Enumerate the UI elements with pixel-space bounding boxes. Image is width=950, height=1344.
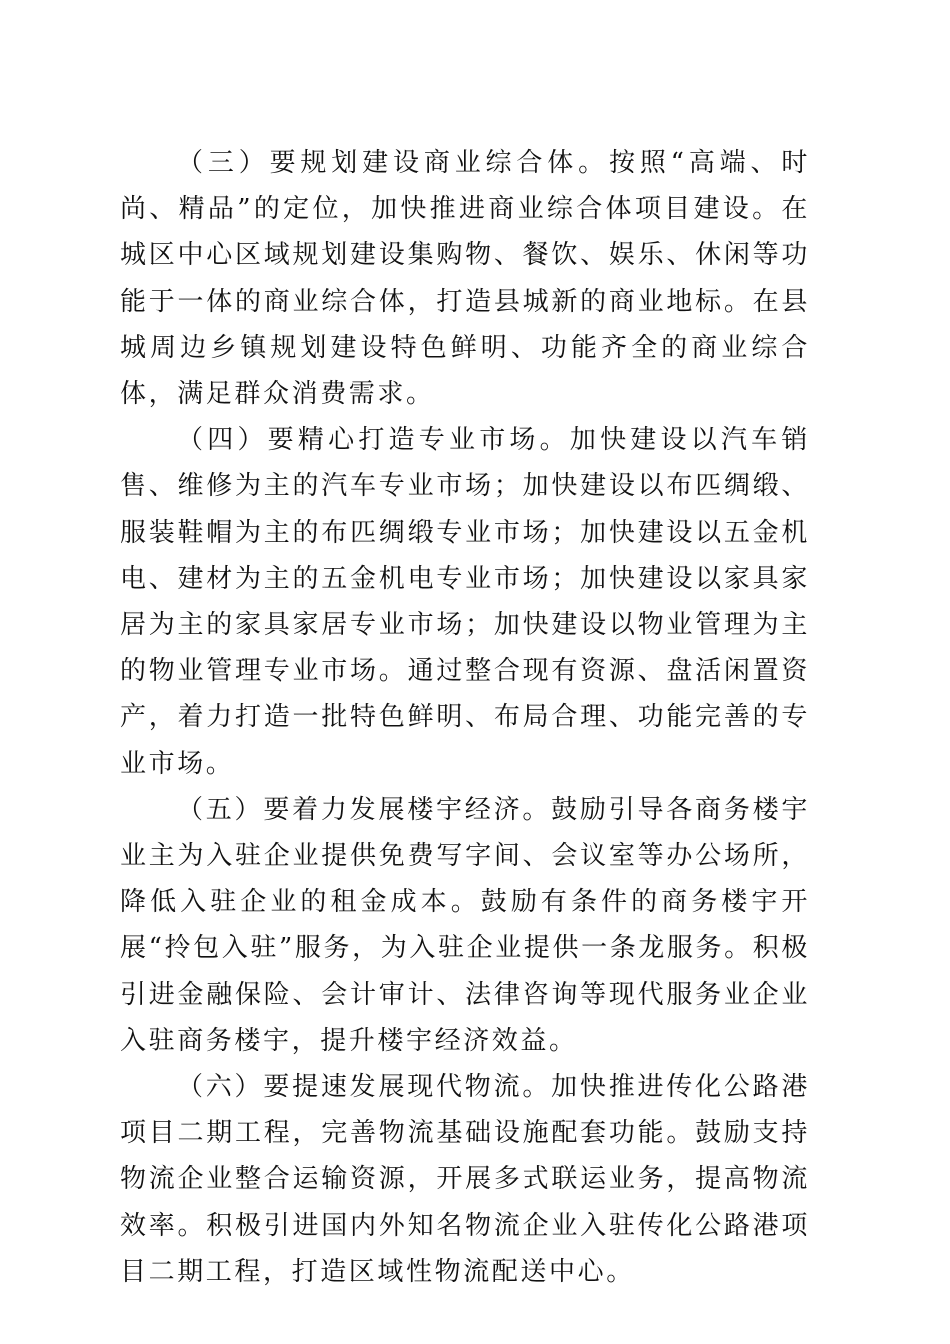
paragraph-six-body: 加快推进传化公路港项目二期工程，完善物流基础设施配套功能。鼓励支持物流企业整合运输资源，开展多式联运业务，提高物流效率。积极引进国内外知名物流企业入驻传化公路港项目二期工程，打造区域性物流配送中心。 [120, 1072, 810, 1287]
paragraph-three-body: 按照“高端、时尚、精品”的定位，加快推进商业综合体项目建设。在城区中心区域规划建设集购物、餐饮、娱乐、休闲等功能于一体的商业综合体，打造县城新的商业地标。在县城周边乡镇规划建设特色鲜明、功能齐全的商业综合体，满足群众消费需求。 [120, 148, 810, 410]
paragraph-four [120, 417, 810, 787]
paragraph-three-heading: （三）要规划建设商业综合体。 [177, 148, 609, 178]
paragraph-four-heading: （四）要精心打造专业市场。 [177, 425, 570, 456]
paragraph-five-heading: （五）要着力发展楼宇经济。 [177, 794, 552, 825]
paragraph-five-body: 鼓励引导各商务楼宇业主为入驻企业提供免费写字间、会议室等办公场所，降低入驻企业的租金成本。鼓励有条件的商务楼宇开展“拎包入驻”服务，为入驻企业提供一条龙服务。积极引进金融保险、会计审计、法律咨询等现代服务业企业入驻商务楼宇，提升楼宇经济效益。 [120, 794, 810, 1056]
paragraph-five [120, 787, 810, 1064]
paragraph-six [120, 1064, 810, 1295]
paragraph-three [120, 140, 810, 417]
document-page [120, 140, 810, 1295]
paragraph-six-heading: （六）要提速发展现代物流。 [177, 1072, 552, 1103]
paragraph-four-body: 加快建设以汽车销售、维修为主的汽车专业市场；加快建设以布匹绸缎、服装鞋帽为主的布匹绸缎专业市场；加快建设以五金机电、建材为主的五金机电专业市场；加快建设以家具家居为主的家具家居专业市场；加快建设以物业管理为主的物业管理专业市场。通过整合现有资源、盘活闲置资产，着力打造一批特色鲜明、布局合理、功能完善的专业市场。 [120, 425, 810, 779]
